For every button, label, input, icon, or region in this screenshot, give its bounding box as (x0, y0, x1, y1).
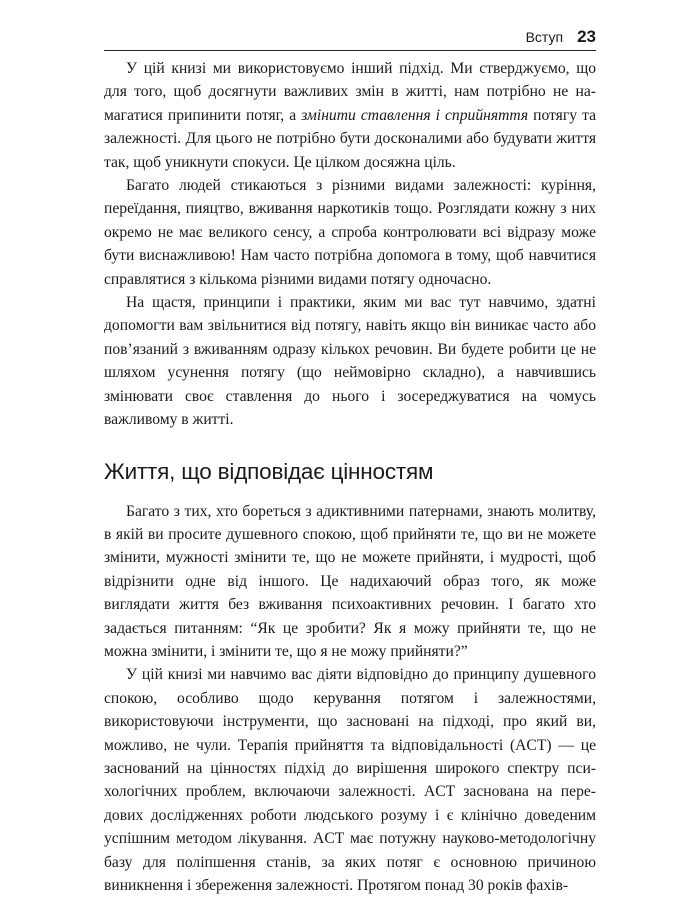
paragraph-5: У цій книзі ми навчимо вас діяти відповідно до принципу душевного спокою, особливо щодо керування потягом і залежностями, використовуючи інструменти, що засновані на підході, про який ви, можливо, не чули. Терапія прийняття та відповідальності (ACT) — це заснований на цінностях підхід до вирішення широкого спектру психологічних проблем, включаючи залежності. ACT заснована на передових дослідженнях роботи людського розуму і є клінічно доведеним успішним методом лікування. ACT має потужну науково-методологічну базу для поліпшення станів, за яких потяг є основною причиною виникнення і збереження залежності. Протягом понад 30 років фахів- (104, 666, 596, 894)
paragraph-1-emphasis: змінити ставлення і сприйняття (301, 106, 529, 124)
paragraph-1 (104, 57, 596, 174)
paragraph-1-text-end: потягу та залежності. Для цього не потрібно бути досконалими або будувати життя так, щоб уникнути спокуси. Це цілком досяжна ціль. (104, 106, 596, 171)
paragraph-2: Багато людей стикаються з різними видами залежності: куріння, переїдання, пияцтво, вживання наркотиків тощо. Розглядати кожну з них окремо не має великого сенсу, а спроба контролювати всі відразу може бути виснажливою! Нам часто потрібна допомога в тому, щоб навчитися справлятися з кількома різними видами потягу одночасно. (104, 177, 596, 288)
section-heading: Життя, що відповідає цінностям (104, 458, 434, 484)
paragraph-4: Багато з тих, хто бореться з адиктивними патернами, знають молитву, в якій ви просите душевного спокою, щоб прийняти те, що ви не можете змінити, мужності змінити те, що не можете прийняти, і мудрості, щоб відрізнити одне від іншого. Це надихаючий образ того, як може виглядати життя без вживання психоактивних речовин. І багато хто задається питанням: “Як це зробити? Як я можу прийняти те, що не можна змінити, і змінити те, що я не можу прийняти?” (104, 502, 596, 660)
paragraph-3: На щастя, принципи і практики, яким ми вас тут навчимо, здатні допомогти вам звільнитися від потягу, навіть якщо він виникає часто або пов’язаний з вживанням одразу кількох речовин. Ви будете робити це не шляхом усунення потягу (що неймовірно складно), а навчившись змінювати своє ставлення до нього і зосереджуватися на чомусь важливому в житті. (104, 294, 596, 429)
page-body (104, 57, 596, 897)
paragraph-1-text-start: У цій книзі ми використовуємо інший підхід. Ми стверджуємо, що для того, щоб досягнути важливих змін в житті, нам потрібно не намагатися припинити потяг, а (104, 60, 596, 124)
page-number: 23 (577, 27, 596, 46)
running-header-section: Вступ (525, 29, 564, 45)
running-header (104, 26, 596, 51)
